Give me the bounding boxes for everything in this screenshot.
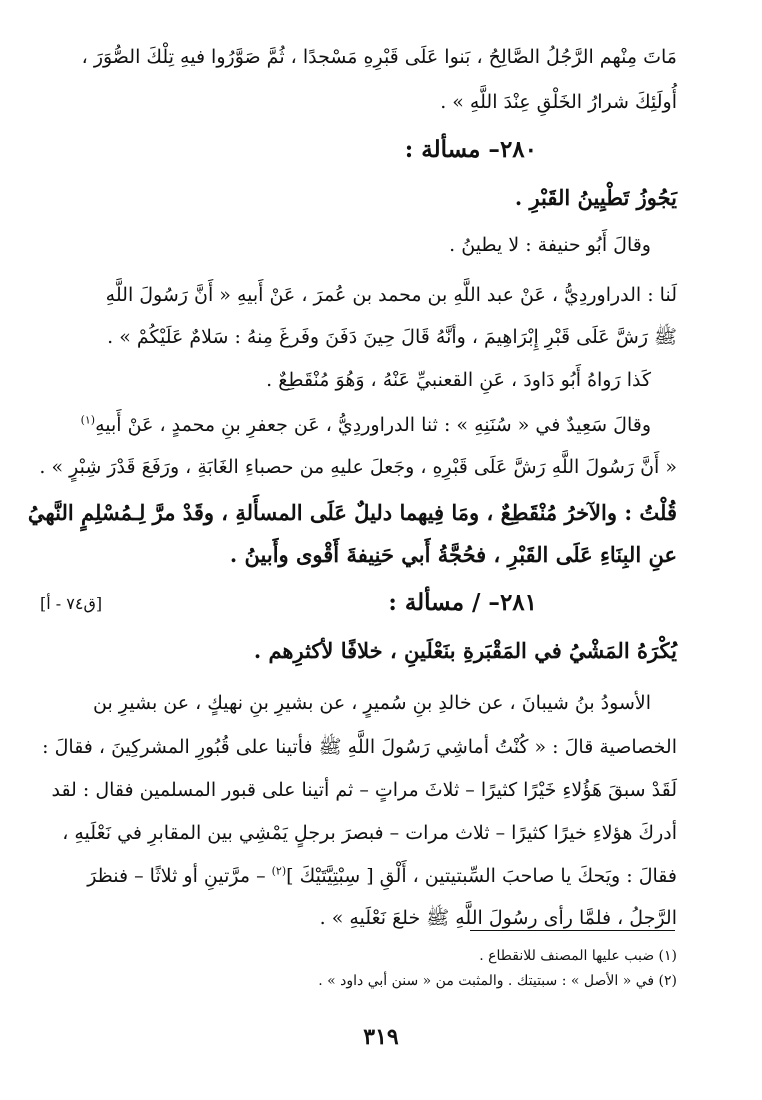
footnote-ref-2: (٢) (271, 864, 287, 878)
page-number: ٣١٩ (363, 1024, 399, 1050)
issue-ruling-281: يُكْرَهُ المَشْيُ في المَقْبَرةِ بنَعْلَينِ ، خلافًا لأكثرِهم . (253, 638, 677, 663)
text-line-12: عنِ البِنَاءِ عَلَى القَبْرِ ، فحُجَّةُ أَبي حَنِيفةَ أَقْوى وأَبينُ . (229, 542, 677, 567)
footnote-2: (٢) في « الأصل » : سبتيتك . والمثبت من « سنن أبي داود » . (318, 973, 677, 989)
text-line-18: أدركَ هؤلاءِ خيرًا كثيرًا – ثلاث مرات – فبصرَ برجلٍ يَمْشِي بين المقابرِ في نَعْلَيهِ ، (62, 822, 677, 844)
text-line-9-body: وقالَ سَعِيدٌ في « سُنَنِهِ » : ثنا الدراوردِيُّ ، عَن جعفرِ بنِ محمدٍ ، عَنْ أَبيهِ (95, 414, 651, 436)
issue-heading-280: ٢٨٠– مسألة : (404, 136, 537, 163)
text-line-1: مَاتَ مِنْهم الرَّجُلُ الصَّالِحُ ، بَنوا عَلَى قَبْرِهِ مَسْجدًا ، ثُمَّ صَوَّرُوا فيهِ تِلْكَ الصُّوَرَ ، (81, 46, 677, 68)
issue-heading-281: ٢٨١– / مسألة : (388, 589, 537, 616)
manuscript-folio-note: [ق٧٤ - أ] (40, 594, 103, 613)
footnote-ref-1: (١) (80, 413, 96, 427)
text-line-7: ﷺ رَشَّ عَلَى قَبْرِ إِبْرَاهِيمَ ، وأنَّهُ قَالَ حِينَ دَفَنَ وفَرغَ مِنهُ : سَلامٌ عَلَيْكُمْ » . (107, 326, 677, 348)
text-line-10: « أَنَّ رَسُولَ اللَّهِ رَشَّ عَلَى قَبْرِهِ ، وجَعلَ عليهِ من حصباءِ الغَابَةِ ، ورَفَعَ قَدْرَ شِبْرٍ » . (39, 456, 677, 478)
text-line-16: الخصاصية قالَ : « كُنْتُ أماشِي رَسُولَ اللَّهِ ﷺ فأتينا على قُبُورِ المشركِينَ ، فقالَ : (42, 736, 677, 758)
text-line-15: الأسودُ بنُ شيبانَ ، عن خالدِ بنِ سُميرٍ ، عن بشيرِ بنِ نهيكٍ ، عن بشيرِ بن (93, 692, 651, 714)
text-line-20: الرَّجلُ ، فلمَّا رأى رسُولَ اللَّهِ ﷺ خلعَ نَعْلَيهِ » . (319, 907, 677, 929)
text-line-19-tail: – مرَّتينِ أو ثلاثًا – فنظرَ (87, 865, 266, 887)
issue-ruling-280: يَجُوزُ تَطْيِينُ القَبْرِ . (514, 185, 677, 210)
text-line-9 (80, 410, 677, 440)
text-line-11: قُلْتُ : والآخرُ مُنْقَطِعٌ ، ومَا فِيهما دليلٌ عَلَى المسأَلةِ ، وقَدْ مرَّ لِـمُسْلِمٍ النَّهيُ (27, 500, 677, 525)
text-line-6: لَنا : الدراوردِيُّ ، عَنْ عبد اللَّهِ بن محمد بن عُمرَ ، عَنْ أَبيهِ « أَنَّ رَسُولَ اللَّهِ (105, 284, 677, 306)
text-line-abu-hanifa: وقالَ أَبُو حنيفة : لا يطينُ . (449, 234, 651, 256)
footnote-1: (١) ضبب عليها المصنف للانقطاع . (479, 948, 677, 964)
text-line-17: لَقَدْ سبقَ هَؤُلاءِ خَيْرًا كثيرًا – ثلاثَ مراتٍ – ثم أتينا على قبور المسلمين فقال : لقد (51, 779, 677, 801)
text-line-19 (87, 861, 677, 891)
text-line-8: كَذا رَواهُ أَبُو دَاودَ ، عَنِ القعنبيِّ عَنْهُ ، وَهُوَ مُنْقَطِعٌ . (266, 369, 651, 391)
text-line-2: أُولَئِكَ شرارُ الخَلْقِ عِنْدَ اللَّهِ » . (440, 91, 677, 113)
text-line-19-body: فقالَ : ويَحكَ يا صاحبَ السِّبتيتين ، أَلْقِ [ سِبْتِيَّتَيْكَ ] (286, 865, 677, 887)
footnote-divider (470, 930, 675, 931)
